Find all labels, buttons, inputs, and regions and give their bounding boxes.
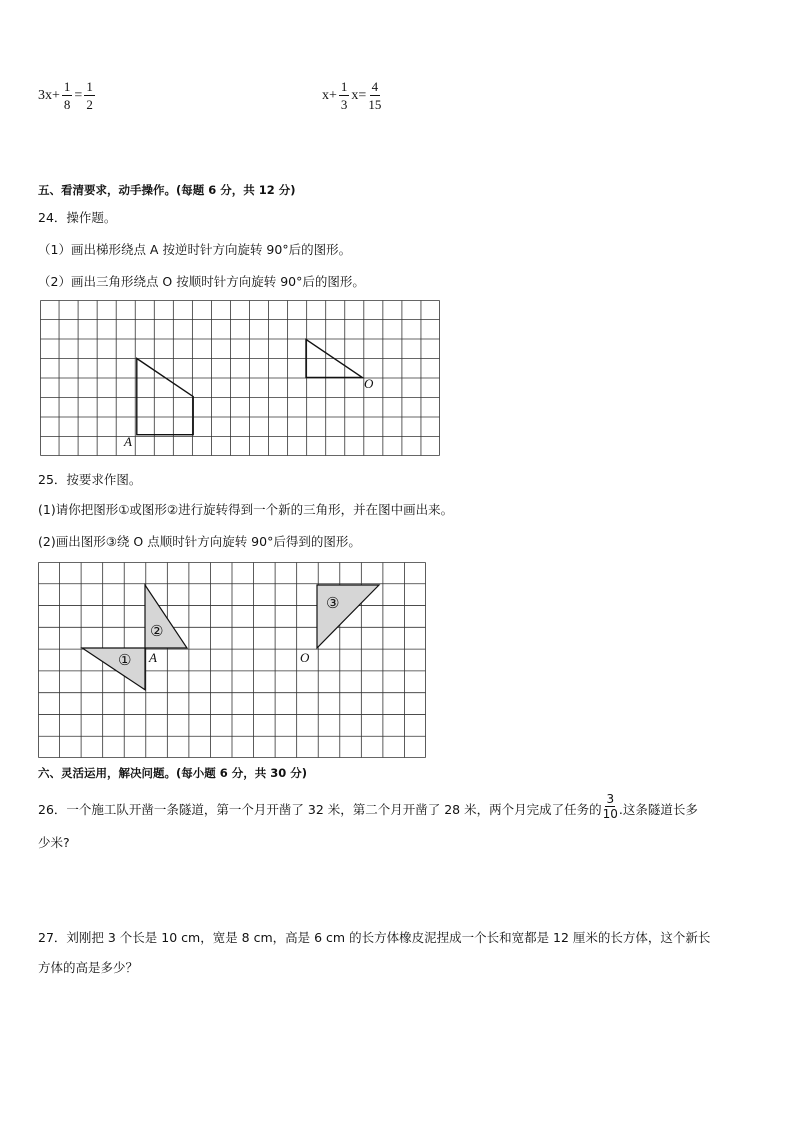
q24-part1: （1）画出梯形绕点 A 按逆时针方向旋转 90°后的图形。 bbox=[38, 242, 352, 257]
shape-3-label: ③ bbox=[326, 594, 340, 612]
equation-1 bbox=[38, 80, 97, 111]
eq1-rhs-num: 1 bbox=[86, 79, 93, 94]
label-a: A bbox=[124, 434, 132, 449]
eq2-lhs-num: 1 bbox=[340, 79, 348, 94]
label-o: O bbox=[364, 376, 374, 391]
q26-fraction bbox=[603, 793, 618, 820]
q24-grid bbox=[40, 300, 440, 456]
q25-part2: (2)画出图形③绕 O 点顺时针方向旋转 90°后得到的图形。 bbox=[38, 534, 361, 549]
grid-lines bbox=[41, 301, 440, 456]
eq2-suffix: x= bbox=[351, 87, 367, 103]
eq2-prefix: x+ bbox=[322, 87, 337, 103]
q26-text-pre: 26．一个施工队开凿一条隧道，第一个月开凿了 32 米，第二个月开凿了 28 米，两个月完成了任务的 bbox=[38, 802, 602, 817]
q26-frac-num: 3 bbox=[606, 792, 615, 806]
eq1-lhs-den: 8 bbox=[63, 97, 71, 112]
q25-title: 25．按要求作图。 bbox=[38, 472, 142, 487]
eq2-rhs-den: 15 bbox=[368, 97, 382, 112]
eq2-rhs-num: 4 bbox=[371, 79, 379, 94]
q25-part1: (1)请你把图形①或图形②进行旋转得到一个新的三角形，并在图中画出来。 bbox=[38, 502, 454, 517]
shape-1-triangle bbox=[82, 648, 145, 690]
eq1-rhs-fraction bbox=[84, 80, 95, 111]
shape-2-label: ② bbox=[150, 622, 164, 640]
q26-line2: 少米? bbox=[38, 835, 70, 850]
q27-line2: 方体的高是多少？ bbox=[38, 960, 139, 975]
eq1-rhs-den: 2 bbox=[86, 97, 93, 112]
q24-grid-svg bbox=[40, 300, 440, 456]
q25-grid-svg bbox=[38, 562, 426, 758]
equation-2 bbox=[322, 80, 383, 111]
section6-heading: 六、灵活运用，解决问题。(每小题 6 分，共 30 分) bbox=[38, 766, 308, 780]
q24-part2: （2）画出三角形绕点 O 按顺时针方向旋转 90°后的图形。 bbox=[38, 274, 365, 289]
q26-line1 bbox=[38, 792, 698, 824]
q24-title: 24．操作题。 bbox=[38, 210, 117, 225]
eq2-lhs-den: 3 bbox=[340, 97, 348, 112]
label-o: O bbox=[300, 650, 310, 665]
section5-heading: 五、看清要求，动手操作。(每题 6 分，共 12 分) bbox=[38, 183, 296, 197]
eq1-lhs-fraction bbox=[62, 80, 73, 111]
eq1-prefix: 3x+ bbox=[38, 87, 60, 103]
shape-1-label: ① bbox=[118, 651, 132, 669]
eq2-rhs-fraction bbox=[368, 80, 381, 111]
q26-frac-den: 10 bbox=[602, 807, 618, 821]
label-a: A bbox=[149, 650, 157, 665]
q26-text-post: .这条隧道长多 bbox=[618, 802, 698, 817]
q25-grid bbox=[38, 562, 426, 758]
eq1-equals: = bbox=[74, 87, 83, 103]
trapezoid-shape bbox=[137, 359, 193, 435]
eq1-lhs-num: 1 bbox=[63, 79, 71, 94]
eq2-lhs-fraction bbox=[339, 80, 350, 111]
q27-line1: 27．刘刚把 3 个长是 10 cm，宽是 8 cm，高是 6 cm 的长方体橡皮泥捏成一个长和宽都是 12 厘米的长方体，这个新长 bbox=[38, 930, 711, 945]
